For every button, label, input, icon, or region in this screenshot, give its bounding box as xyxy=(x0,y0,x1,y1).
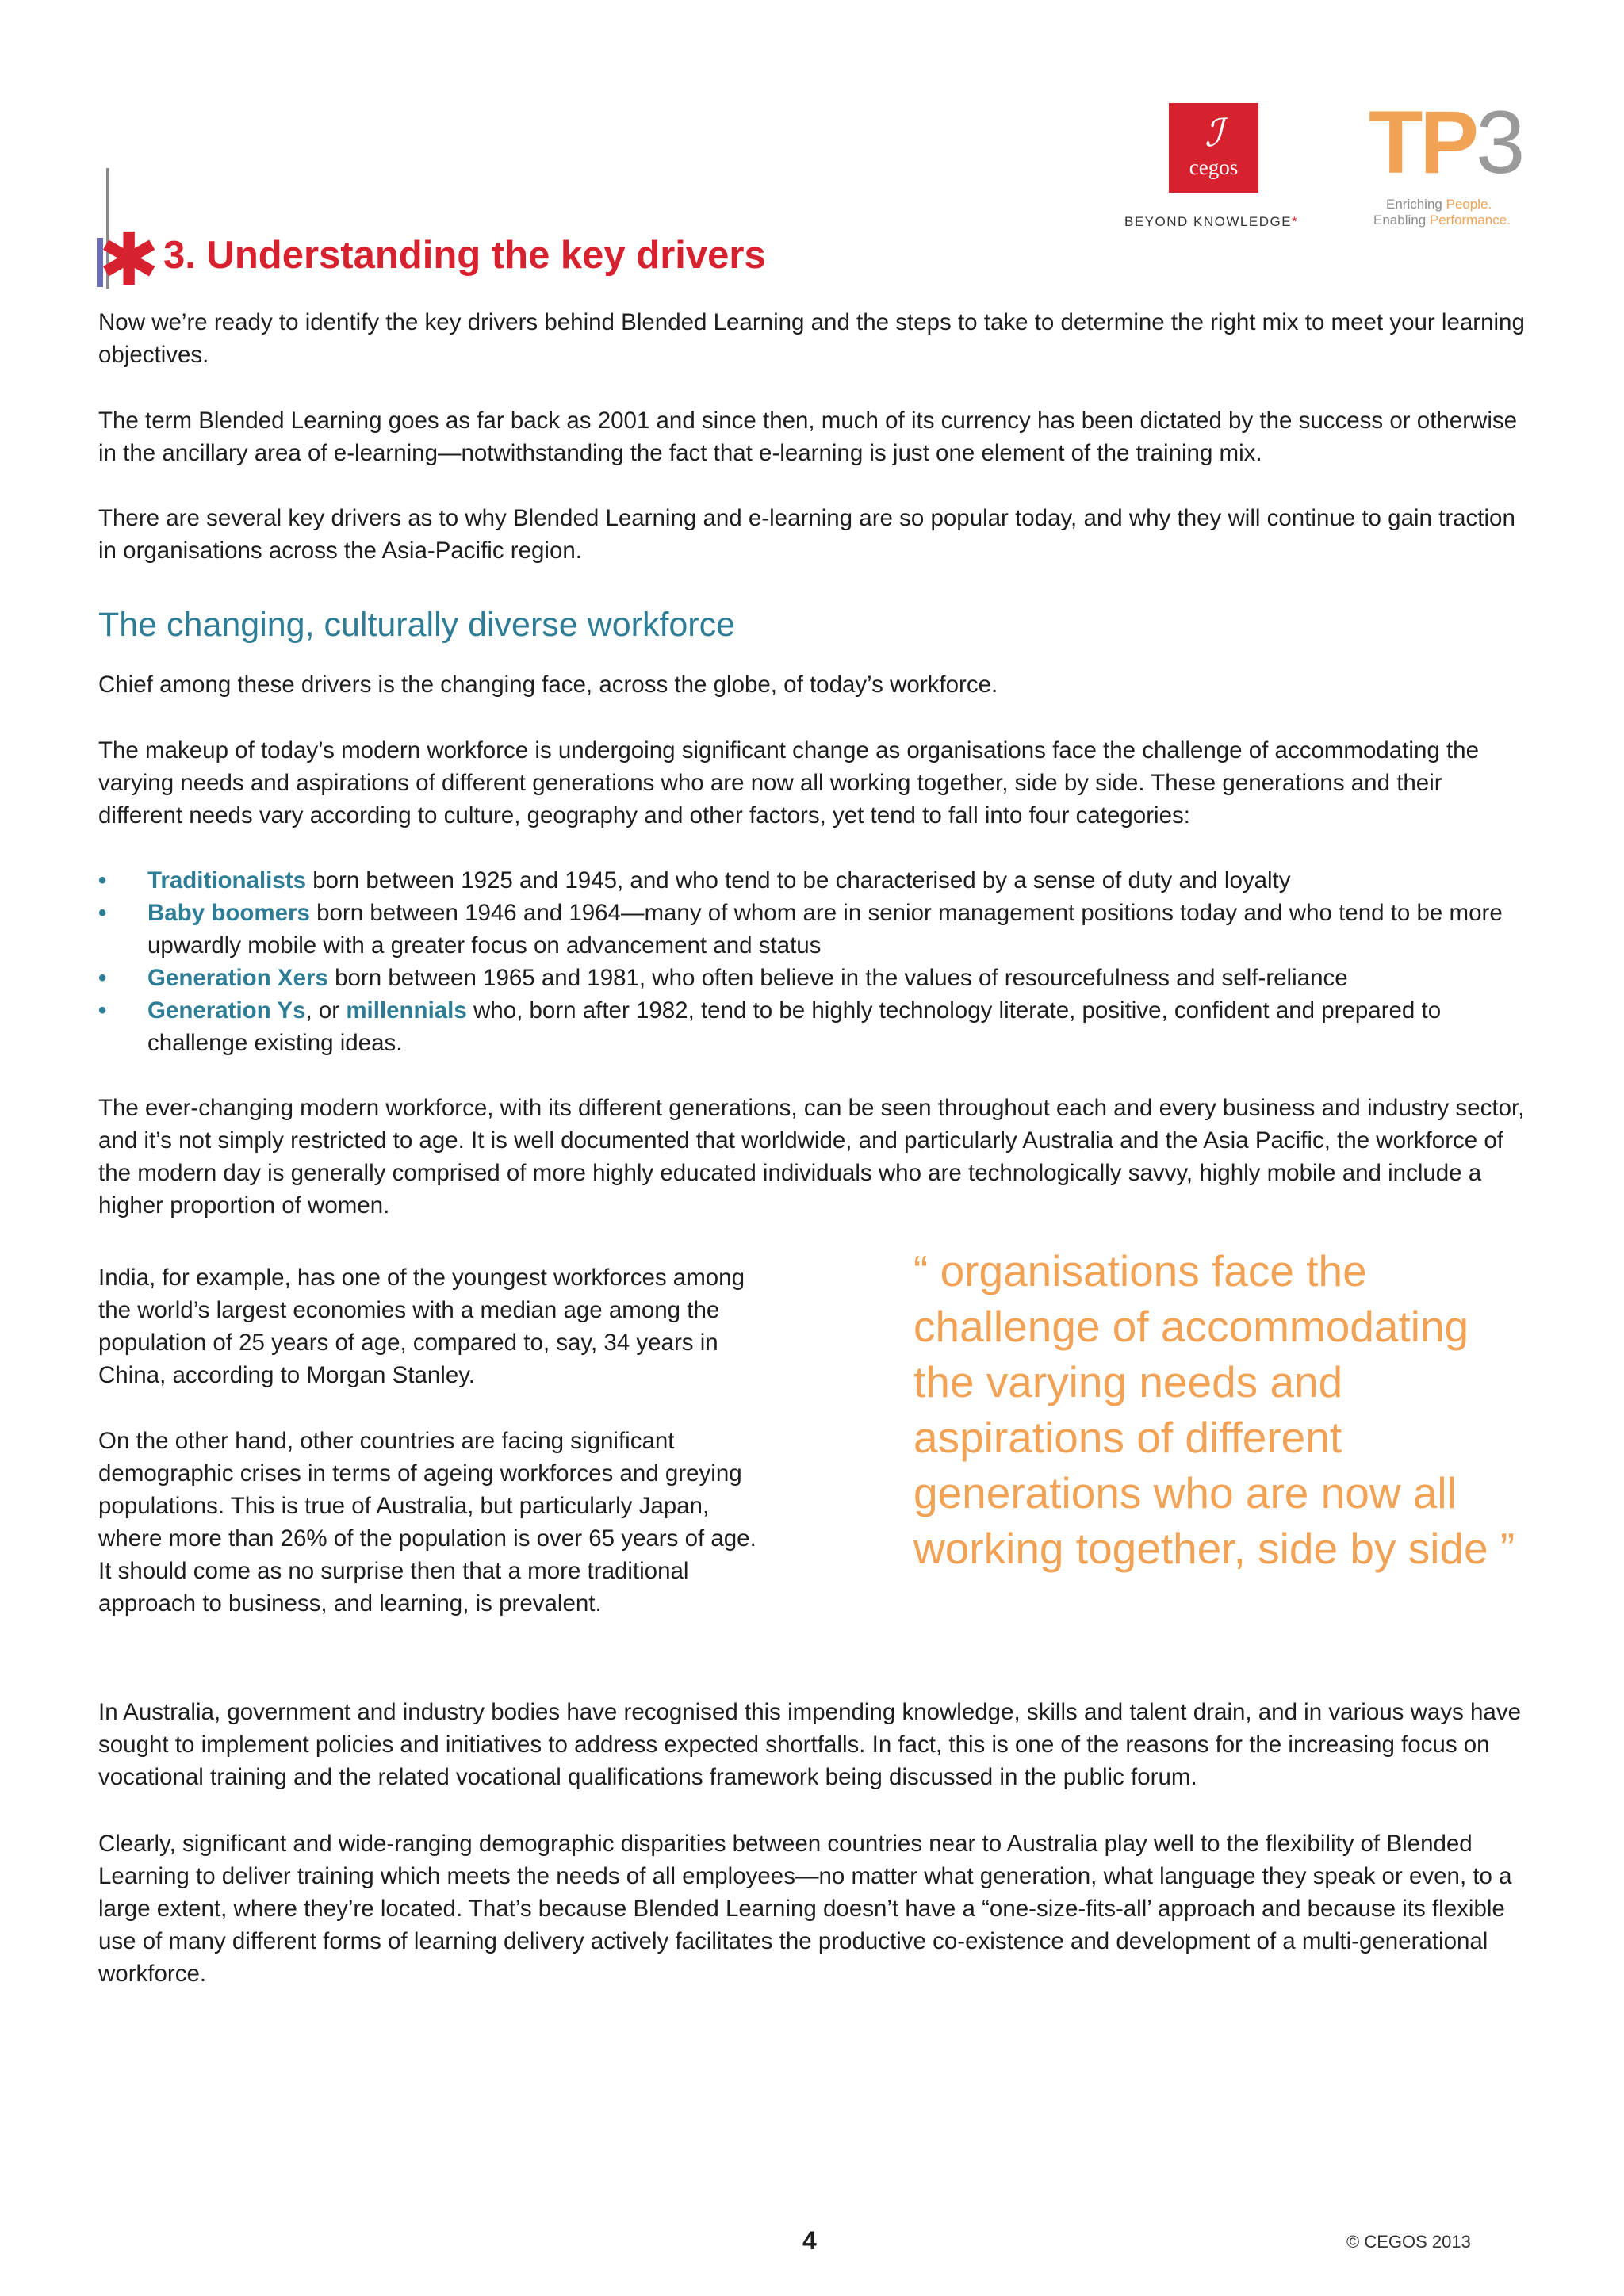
paragraph-history: The term Blended Learning goes as far back as 2001 and since then, much of its currency has been dictated by the success or otherwise in the ancillary area of e-learning—notwithstanding the fact that e-learning is just one element of the training mix. xyxy=(98,408,1518,466)
cegos-tagline xyxy=(1124,214,1307,230)
paragraph-intro: Now we’re ready to identify the key drivers behind Blended Learning and the steps to take to determine the right mix to meet your learning objectives. xyxy=(98,309,1525,368)
page-number: 4 xyxy=(802,2226,817,2255)
generation-description: born between 1946 and 1964—many of whom are in senior management positions today and who tend to be more upwardly mobile with a greater focus on advancement and status xyxy=(147,900,1503,959)
paragraph-conclusion: Clearly, significant and wide-ranging demographic disparities between countries near to Australia play well to the flexibility of Blended Learning to deliver training which meets the needs of all employees—no matter what generation, what language they speak or even, to a large extent, where they’re located. That’s because Blended Learning doesn’t have a “one-size-fits-all’ approach and because its flexible use of many different forms of learning delivery actively facilitates the productive co-existence and development of a multi-generational workforce. xyxy=(98,1831,1512,1987)
cegos-tagline-text: BEYOND KNOWLEDGE xyxy=(1124,214,1293,229)
tp3-logo-mark xyxy=(1369,93,1527,192)
paragraph-ageing: On the other hand, other countries are facing significant demographic crises in terms of ageing workforces and greying populations. This is true of Australia, but particularly Japan, where more than 26% of the population is over 65 years of age. It should come as no surprise then that a more traditional approach to business, and learning, is prevalent. xyxy=(98,1428,756,1617)
paragraph-drivers: There are several key drivers as to why Blended Learning and e-learning are so popular today, and why they will continue to gain traction in organisations across the Asia-Pacific region. xyxy=(98,505,1515,564)
cegos-tagline-star: * xyxy=(1292,214,1299,229)
paragraph-makeup: The makeup of today’s modern workforce is undergoing significant change as organisations face the challenge of accommodating the varying needs and aspirations of different generations who are now all working together, side by side. These generations and their different needs vary according to culture, geography and other factors, yet tend to fall into four categories: xyxy=(98,737,1479,828)
paragraph-australia: In Australia, government and industry bodies have recognised this impending knowledge, skills and talent drain, and in various ways have sought to implement policies and initiatives to address expected shortfalls. In fact, this is one of the reasons for the increasing focus on vocational training and the related vocational qualifications framework being discussed in the public forum. xyxy=(98,1699,1521,1790)
tp3-tagline-1b: People. xyxy=(1446,197,1492,212)
tp3-tagline-1 xyxy=(1386,197,1527,212)
asterisk-icon: ✱ xyxy=(98,220,160,300)
tp3-tagline-2b: Performance. xyxy=(1429,212,1511,228)
list-item xyxy=(98,994,1526,1059)
list-item xyxy=(98,897,1526,962)
generations-list xyxy=(98,864,1526,1059)
generation-term-alt: millennials xyxy=(346,997,467,1024)
generation-description: who, born after 1982, tend to be highly technology literate, positive, confident and prepared to challenge existing ideas. xyxy=(147,997,1442,1056)
pull-quote: “ organisations face the challenge of accommodating the varying needs and aspirations of different generations who are now all working together, side by side ” xyxy=(914,1246,1515,1573)
list-item xyxy=(98,864,1526,897)
bullet-icon: • xyxy=(98,997,107,1024)
tp3-logo xyxy=(1369,93,1527,228)
tp3-logo-tp: TP xyxy=(1369,93,1477,192)
section-heading: 3. Understanding the key drivers xyxy=(163,234,766,277)
bullet-icon: • xyxy=(98,965,107,991)
tp3-tagline-2a: Enabling xyxy=(1373,212,1430,228)
list-item xyxy=(98,962,1526,994)
copyright-notice: © CEGOS 2013 xyxy=(1346,2232,1471,2252)
generation-term: Generation Xers xyxy=(147,965,328,991)
generation-term: Traditionalists xyxy=(147,867,306,894)
paragraph-india: India, for example, has one of the youngest workforces among the world’s largest economies with a median age among the population of 25 years of age, compared to, say, 34 years in China, according to Morgan Stanley. xyxy=(98,1265,745,1388)
cegos-logo-word: cegos xyxy=(1189,155,1239,179)
cegos-logo-box xyxy=(1169,103,1258,193)
tp3-tagline-1a: Enriching xyxy=(1386,197,1446,212)
tp3-logo-three: 3 xyxy=(1476,93,1522,192)
generation-connector: , or xyxy=(305,997,347,1024)
generation-description: born between 1925 and 1945, and who tend to be characterised by a sense of duty and loyalty xyxy=(306,867,1291,894)
bullet-icon: • xyxy=(98,867,107,894)
bullet-icon: • xyxy=(98,900,107,926)
cegos-logo-mark: ℐ xyxy=(1205,111,1223,155)
paragraph-chief-driver: Chief among these drivers is the changing face, across the globe, of today’s workforce. xyxy=(98,672,998,698)
subheading-workforce: The changing, culturally diverse workforce xyxy=(98,606,736,644)
generation-description: born between 1965 and 1981, who often believe in the values of resourcefulness and self-reliance xyxy=(327,965,1348,991)
paragraph-evolving-workforce: The ever-changing modern workforce, with its different generations, can be seen throughout each and every business and industry sector, and it’s not simply restricted to age. It is well documented that worldwide, and particularly Australia and the Asia Pacific, the workforce of the modern day is generally comprised of more highly educated individuals who are technologically savvy, highly mobile and include a higher proportion of women. xyxy=(98,1095,1525,1219)
generation-term: Generation Ys xyxy=(147,997,306,1024)
tp3-tagline-2 xyxy=(1373,212,1527,228)
generation-term: Baby boomers xyxy=(147,900,310,926)
